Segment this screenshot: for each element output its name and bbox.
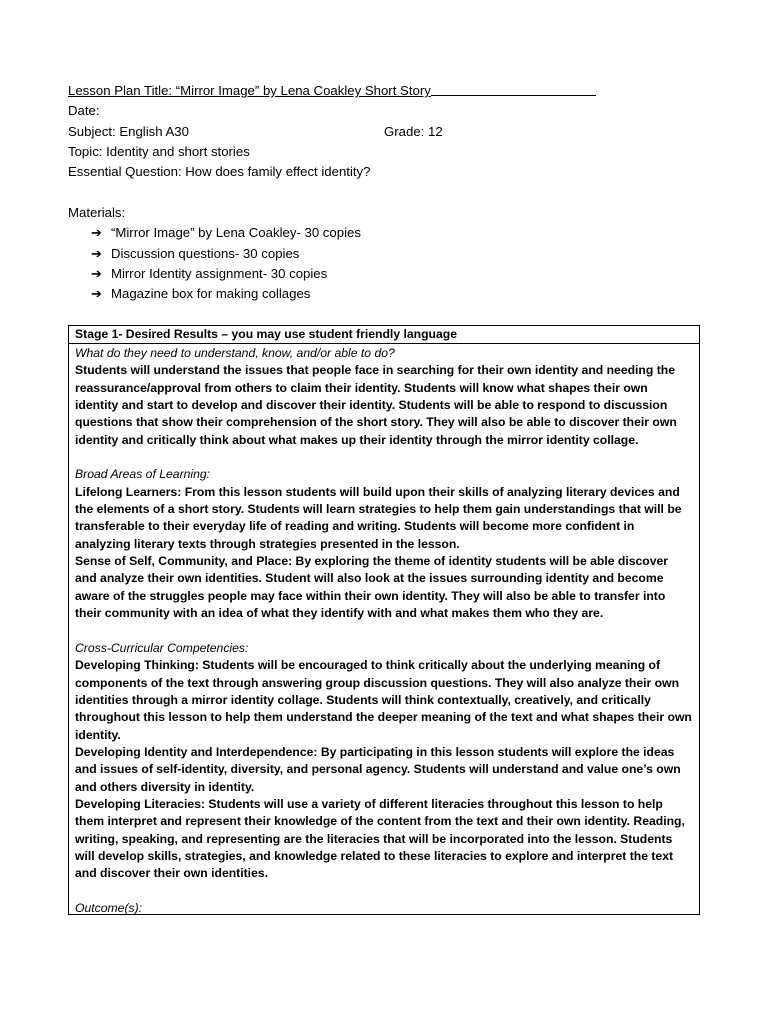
list-item: ➔ Magazine box for making collages	[68, 284, 361, 304]
arrow-bullet-icon: ➔	[91, 245, 102, 261]
title-row	[68, 81, 628, 101]
lifelong-learners-text: From this lesson students will build upon their skills of analyzing literary devices and the elements of a short story. Students will learn strategies to help them gain understandings that will be transferable to their everyday life of reading and writing. Students will become more confident in analyzing literary texts through strategies presented in the lesson.	[75, 484, 682, 551]
sense-of-self-text: By exploring the theme of identity students will be able discover and analyze their own identities. Student will also look at the issues surrounding identity and become aware of the struggles people may face within their own identity. They will also be able to transfer into their community with an idea of what they identify with and what makes them who they are.	[75, 554, 669, 621]
title-underline	[431, 81, 596, 96]
understand-label: What do they need to understand, know, and/or able to do?	[75, 346, 395, 360]
topic-field: Topic: Identity and short stories	[68, 143, 250, 159]
developing-literacies-label: Developing Literacies:	[75, 796, 206, 811]
developing-literacies-text: Students will use a variety of different literacies throughout this lesson to help them interpret and represent their knowledge of the content from the text and their own identity. Reading, writing, speaking, and representing are the literacies that will be incorporated into the lesson. Students will develop skills, strategies, and knowledge related to these literacies to explore and interpret the text and discover their own identities.	[75, 796, 685, 881]
sense-of-self-paragraph	[75, 553, 693, 622]
date-field: Date:	[68, 103, 100, 119]
developing-identity-text: By participating in this lesson students will explore the ideas and issues of self-identity, diversity, and personal agency. Students will understand and value one’s own and others diversity in identity.	[75, 744, 681, 794]
subject-field: Subject: English A30	[68, 123, 189, 139]
lifelong-learners-label: Lifelong Learners:	[75, 484, 182, 499]
stage-1-body	[69, 344, 699, 917]
list-item: ➔ Mirror Identity assignment- 30 copies	[68, 264, 361, 284]
materials-section	[68, 203, 361, 304]
stage-1-heading: Stage 1- Desired Results – you may use student friendly language	[69, 326, 699, 344]
grade-field: Grade: 12	[384, 123, 443, 139]
spacer	[75, 623, 693, 640]
developing-thinking-paragraph	[75, 657, 693, 744]
materials-list	[68, 223, 361, 304]
developing-thinking-label: Developing Thinking:	[75, 658, 199, 673]
understand-text: Students will understand the issues that people face in searching for their own identity and needing the reassurance/approval from others to claim their identity. Students will know what shapes their own identity and start to develop and discover their identity. Students will be able to respond to discussion questions that show their comprehension of the short story. They will also be able to discover their own identity and critically think about what makes up their identity through the mirror identity collage.	[75, 363, 677, 447]
spacer	[75, 883, 693, 900]
developing-thinking-text: Students will be encouraged to think critically about the underlying meaning of components of the text through answering group discussion questions. They will also analyze their own identities through a mirror identity collage. Students will think contextually, creatively, and critically throughout this lesson to help them understand the deeper meaning of the text and what shapes their own identity.	[75, 658, 692, 742]
developing-identity-label: Developing Identity and Interdependence:	[75, 744, 318, 759]
cross-curricular-label: Cross-Curricular Competencies:	[75, 640, 249, 655]
lesson-header	[68, 81, 628, 182]
spacer	[75, 449, 693, 466]
lesson-title: Lesson Plan Title: “Mirror Image” by Lena Coakley Short Story	[68, 83, 431, 98]
arrow-bullet-icon: ➔	[91, 286, 102, 302]
list-item: ➔ Discussion questions- 30 copies	[68, 244, 361, 264]
essential-question: Essential Question: How does family effect identity?	[68, 164, 371, 180]
sense-of-self-label: Sense of Self, Community, and Place:	[75, 554, 293, 569]
lifelong-learners-paragraph	[75, 484, 693, 553]
developing-literacies-paragraph	[75, 796, 693, 883]
materials-label: Materials:	[68, 205, 126, 220]
developing-identity-paragraph	[75, 744, 693, 796]
stage-1-table	[68, 325, 700, 915]
list-item: ➔ “Mirror Image” by Lena Coakley- 30 copies	[68, 223, 361, 243]
subject-row	[68, 122, 628, 142]
arrow-bullet-icon: ➔	[91, 265, 102, 281]
arrow-bullet-icon: ➔	[91, 225, 102, 241]
outcomes-label: Outcome(s):	[75, 901, 143, 915]
broad-areas-label: Broad Areas of Learning:	[75, 467, 211, 482]
